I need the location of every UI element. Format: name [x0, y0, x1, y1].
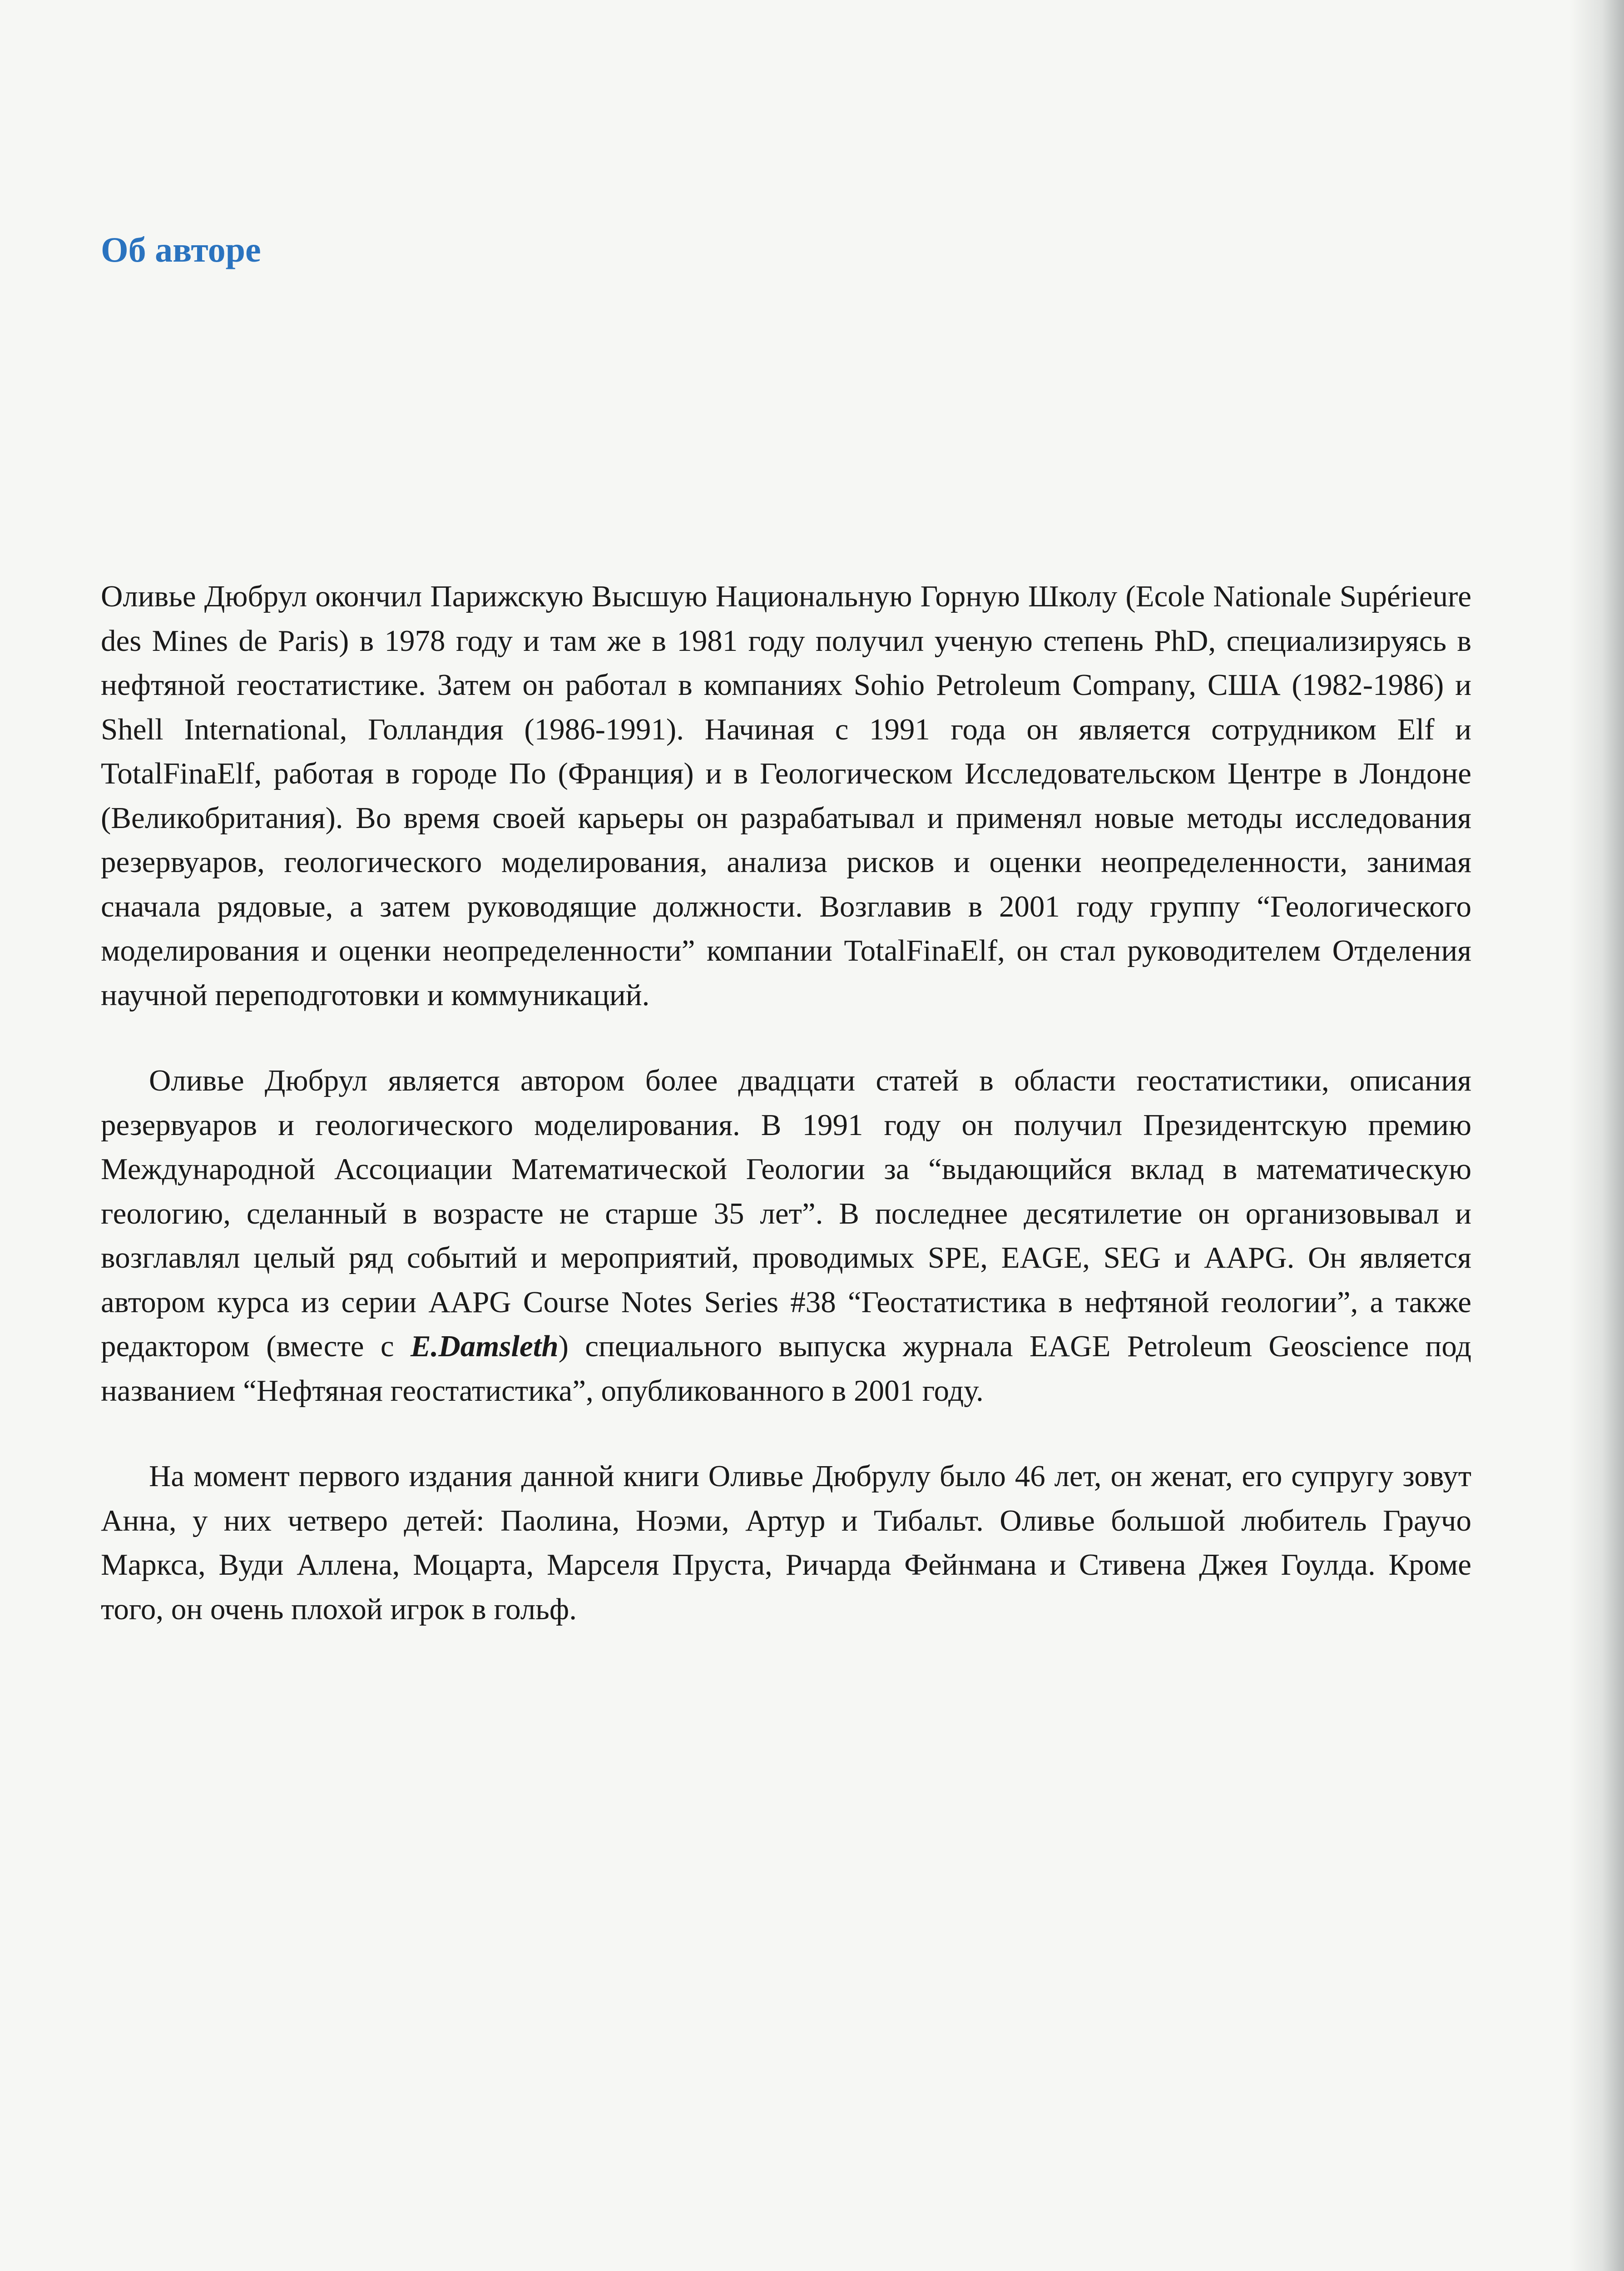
- body-text: [101, 575, 1471, 1673]
- paragraph-2-tail: ) специального выпуска журнала EAGE Petroleum Geoscience под названием “Нефтяная геостатистика”, опубликованного в 2001 году.: [101, 1329, 1472, 1408]
- paragraph-1: Оливье Дюбрул окончил Парижскую Высшую Национальную Горную Школу (Ecole Nationale Supérieure des Mines de Paris) в 1978 году и там же в 1981 году получил ученую степень PhD, специализируясь в нефтяной геостатистике. Затем он работал в компаниях Sohio Petroleum Company, США (1982-1986) и Shell International, Голландия (1986-1991). Начиная с 1991 года он является сотрудником Elf и TotalFinaElf, работая в городе По (Франция) и в Геологическом Исследовательском Центре в Лондоне (Великобритания). Во время своей карьеры он разрабатывал и применял новые методы исследования резервуаров, геологического моделирования, анализа рисков и оценки неопределенности, занимая сначала рядовые, а затем руководящие должности. Возглавив в 2001 году группу “Геологического моделирования и оценки неопределенности” компании TotalFinaElf, он стал руководителем Отделения научной переподготовки и коммуникаций.: [101, 580, 1471, 1012]
- section-title: Об авторе: [101, 230, 261, 269]
- paragraph-2: [101, 1059, 1471, 1413]
- paragraph-2-text: Оливье Дюбрул является автором более двадцати статей в области геостатистики, описания резервуаров и геологического моделирования. В 1991 году он получил Президентскую премию Международной Ассоциации Математической Геологии за “выдающийся вклад в математическую геологию, сделанный в возрасте не старше 35 лет”. В последнее десятилетие он организовывал и возглавлял целый ряд событий и мероприятий, проводимых SPE, EAGE, SEG и AAPG. Он является автором курса из серии AAPG Course Notes Series #38 “Геостатистика в нефтяной геологии”, а также редактором (вместе с: [101, 1064, 1471, 1363]
- page-edge-shadow: [1570, 0, 1624, 2271]
- paragraph-3: На момент первого издания данной книги Оливье Дюбрулу было 46 лет, он женат, его супругу зовут Анна, у них четверо детей: Паолина, Ноэми, Артур и Тибальт. Оливье большой любитель Граучо Маркса, Вуди Аллена, Моцарта, Марселя Пруста, Ричарда Фейнмана и Стивена Джея Гоулда. Кроме того, он очень плохой игрок в гольф.: [101, 1459, 1471, 1626]
- editor-name: E.Damsleth: [410, 1329, 559, 1363]
